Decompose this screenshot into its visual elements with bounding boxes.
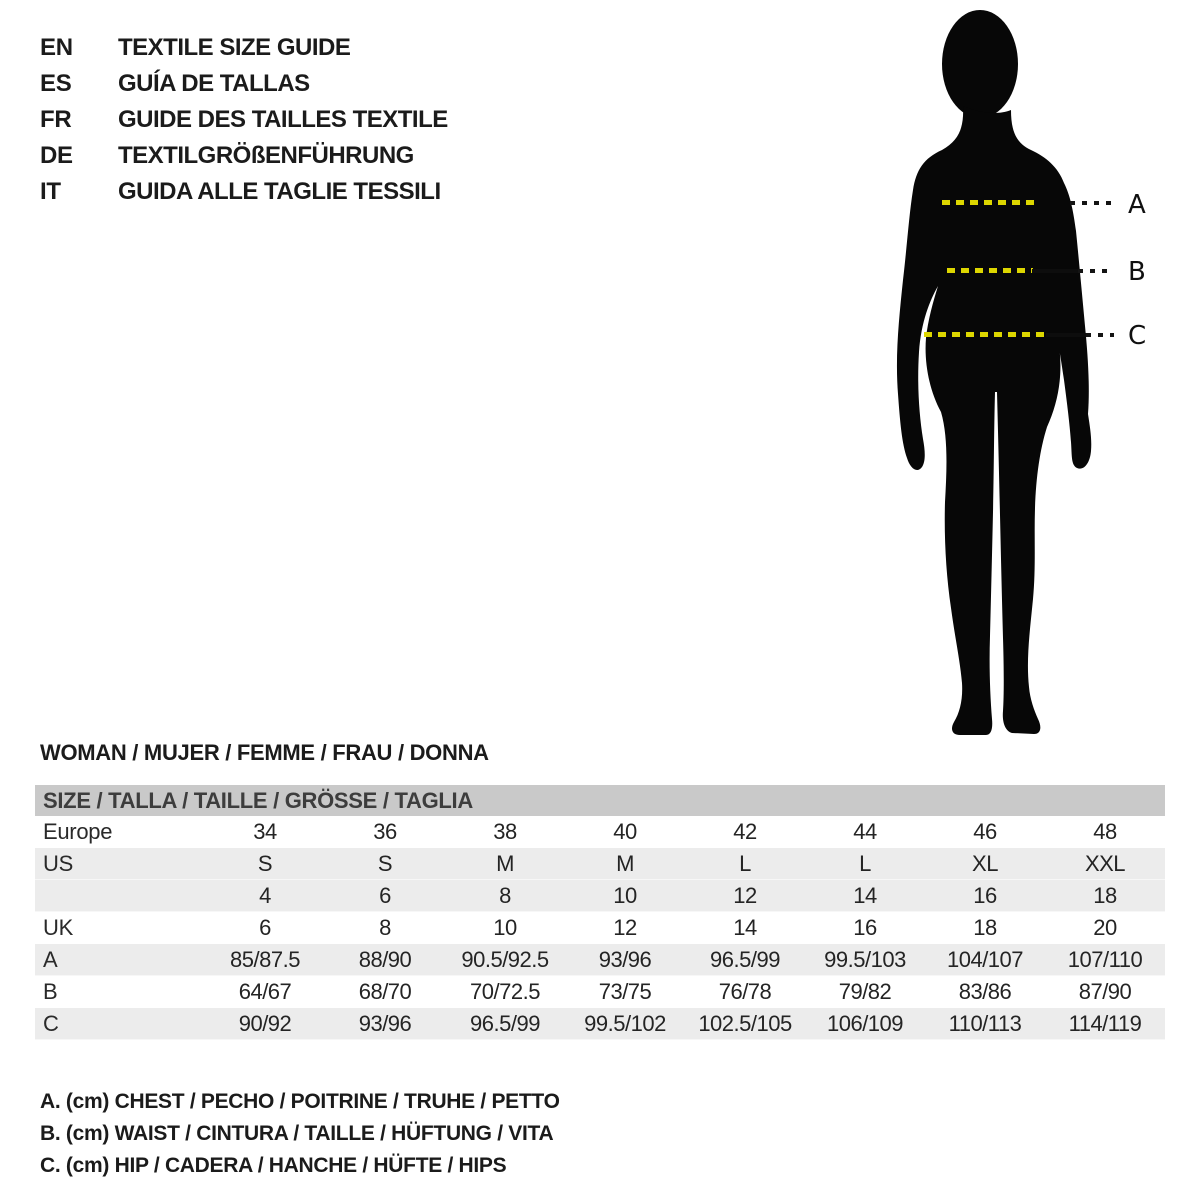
- chest-measure-line: [942, 200, 1040, 205]
- chest-leader-dots: [1070, 201, 1116, 205]
- measurement-legend: [40, 1090, 560, 1186]
- size-cell: 14: [733, 915, 757, 940]
- lang-code: FR: [40, 106, 72, 133]
- hip-label: C: [1128, 321, 1147, 351]
- legend-waist: B. (cm) WAIST / CINTURA / TAILLE / HÜFTUNG / VITA: [40, 1122, 554, 1145]
- size-cell: 73/75: [598, 979, 652, 1004]
- size-cell: 48: [1093, 819, 1117, 844]
- size-cell: 10: [493, 915, 517, 940]
- size-cell: 93/96: [358, 1011, 412, 1036]
- table-row-hip-c: [35, 1008, 1165, 1040]
- size-cell: S: [377, 851, 393, 876]
- size-cell: 20: [1093, 915, 1117, 940]
- size-cell: 110/113: [948, 1011, 1022, 1036]
- waist-label: B: [1128, 257, 1146, 287]
- size-cell: S: [257, 851, 273, 876]
- waist-leader-dots: [1078, 269, 1114, 273]
- lang-title: GUIDA ALLE TAGLIE TESSILI: [118, 178, 441, 205]
- size-cell: 38: [493, 819, 517, 844]
- size-cell: 6: [259, 915, 271, 940]
- table-row-us-numeric: [35, 880, 1165, 912]
- size-cell: 102.5/105: [698, 1011, 792, 1036]
- table-row-uk: [35, 912, 1165, 944]
- gender-heading: WOMAN / MUJER / FEMME / FRAU / DONNA: [40, 740, 489, 765]
- lang-title: TEXTILE SIZE GUIDE: [118, 34, 351, 61]
- hip-leader-dots: [1086, 333, 1114, 337]
- row-label: B: [43, 979, 58, 1004]
- row-label: C: [43, 1011, 59, 1036]
- hip-line-bridge: [1046, 333, 1086, 337]
- size-cell: 99.5/102: [584, 1011, 666, 1036]
- table-row-waist-b: [35, 976, 1165, 1008]
- size-cell: 8: [499, 883, 511, 908]
- size-cell: 85/87.5: [230, 947, 300, 972]
- waist-measure-line: [947, 268, 1033, 273]
- size-cell: 90.5/92.5: [461, 947, 549, 972]
- size-cell: M: [616, 851, 634, 876]
- lang-code: IT: [40, 178, 61, 205]
- size-cell: 8: [379, 915, 391, 940]
- size-cell: XXL: [1084, 851, 1126, 876]
- size-cell: 96.5/99: [470, 1011, 540, 1036]
- woman-silhouette-image: [850, 0, 1200, 740]
- legend-hip: C. (cm) HIP / CADERA / HANCHE / HÜFTE / HIPS: [40, 1154, 507, 1177]
- hip-measure-line: [924, 332, 1048, 337]
- size-cell: M: [496, 851, 514, 876]
- size-cell: 46: [973, 819, 997, 844]
- size-cell: 16: [853, 915, 877, 940]
- lang-title: GUIDE DES TAILLES TEXTILE: [118, 106, 448, 133]
- size-cell: 44: [853, 819, 877, 844]
- row-label: Europe: [43, 819, 113, 844]
- size-cell: 107/110: [1067, 947, 1143, 972]
- size-cell: XL: [972, 851, 998, 876]
- table-row-us: [35, 848, 1165, 880]
- lang-title: GUÍA DE TALLAS: [118, 70, 310, 97]
- size-cell: 96.5/99: [710, 947, 780, 972]
- size-cell: 106/109: [826, 1011, 904, 1036]
- size-cell: 90/92: [238, 1011, 292, 1036]
- size-cell: 99.5/103: [824, 947, 906, 972]
- size-cell: L: [739, 851, 751, 876]
- size-cell: 68/70: [358, 979, 412, 1004]
- size-cell: L: [859, 851, 871, 876]
- chest-label: A: [1128, 190, 1146, 220]
- size-cell: 6: [379, 883, 391, 908]
- table-row-chest-a: [35, 944, 1165, 976]
- size-cell: 88/90: [358, 947, 412, 972]
- size-cell: 18: [973, 915, 997, 940]
- size-cell: 76/78: [718, 979, 772, 1004]
- size-cell: 40: [613, 819, 637, 844]
- size-cell: 104/107: [946, 947, 1024, 972]
- lang-code: ES: [40, 70, 72, 97]
- size-cell: 14: [853, 883, 877, 908]
- size-cell: 18: [1093, 883, 1117, 908]
- lang-title: TEXTILGRÖßENFÜHRUNG: [118, 142, 414, 169]
- legend-chest: A. (cm) CHEST / PECHO / POITRINE / TRUHE / PETTO: [40, 1090, 560, 1113]
- size-cell: 42: [733, 819, 757, 844]
- size-cell: 83/86: [958, 979, 1012, 1004]
- size-cell: 114/119: [1068, 1011, 1142, 1036]
- size-cell: 12: [733, 883, 757, 908]
- size-cell: 4: [259, 883, 271, 908]
- size-cell: 34: [253, 819, 277, 844]
- table-row-europe: [35, 816, 1165, 848]
- size-cell: 16: [973, 883, 997, 908]
- size-cell: 87/90: [1078, 979, 1132, 1004]
- row-label: A: [43, 947, 58, 972]
- size-cell: 36: [373, 819, 397, 844]
- row-label: US: [43, 851, 73, 876]
- lang-code: EN: [40, 34, 73, 61]
- size-table-header: SIZE / TALLA / TAILLE / GRÖSSE / TAGLIA: [35, 785, 1165, 816]
- size-cell: 70/72.5: [470, 979, 540, 1004]
- size-table: [35, 785, 1165, 1040]
- waist-line-bridge: [1032, 269, 1078, 273]
- row-label: UK: [43, 915, 73, 940]
- size-cell: 79/82: [838, 979, 892, 1004]
- size-cell: 12: [613, 915, 637, 940]
- size-cell: 10: [613, 883, 637, 908]
- size-cell: 93/96: [598, 947, 652, 972]
- size-cell: 64/67: [238, 979, 292, 1004]
- lang-code: DE: [40, 142, 73, 169]
